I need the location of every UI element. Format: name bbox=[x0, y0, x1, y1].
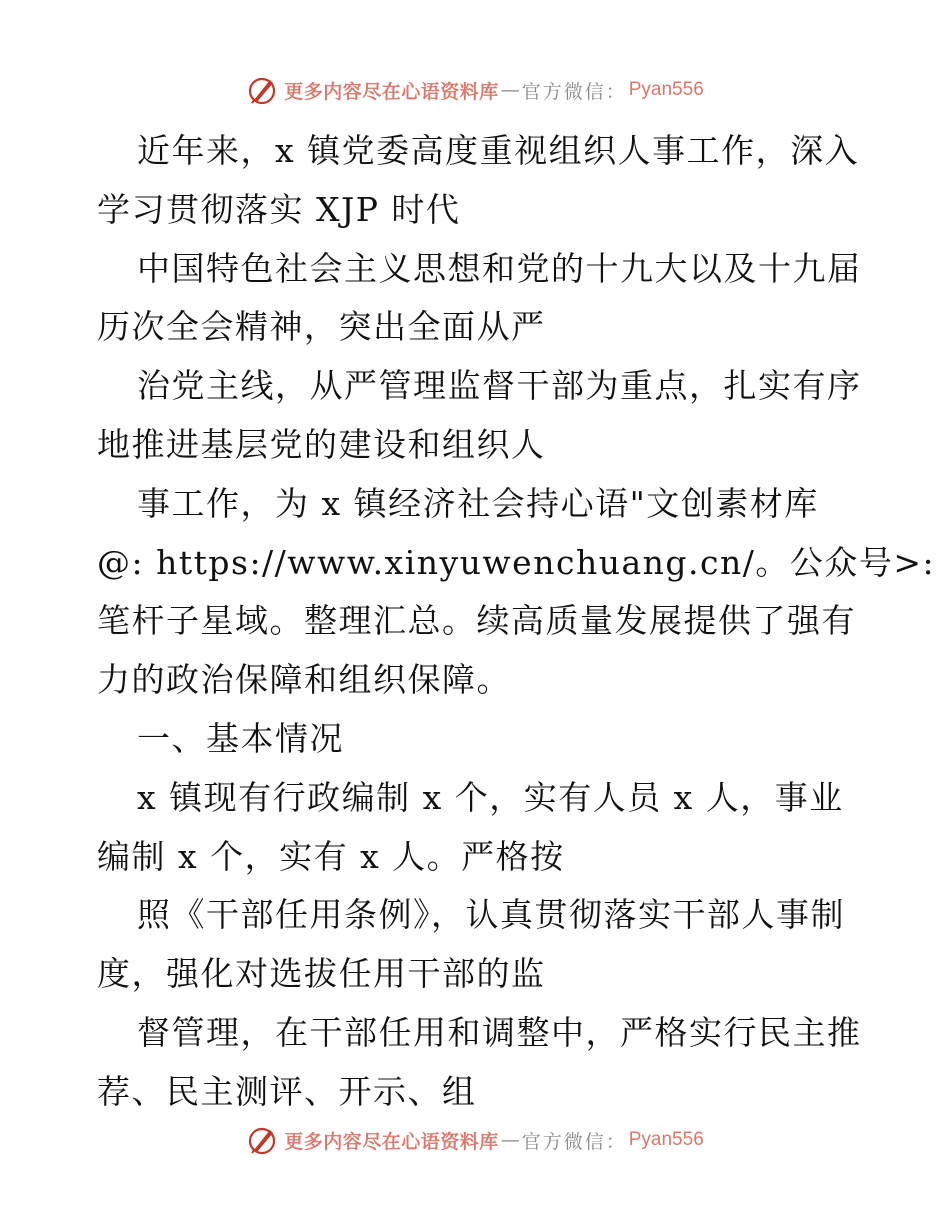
paragraph-line: 中国特色社会主义思想和党的十九大以及十九届 bbox=[137, 248, 862, 288]
paragraph-line: 编制 x 个，实有 x 人。严格按 bbox=[97, 836, 565, 876]
paragraph-line: 荐、民主测评、开示、组 bbox=[97, 1071, 477, 1111]
paragraph-line: 学习贯彻落实 XJP 时代 bbox=[97, 189, 461, 229]
banner-dash: — bbox=[500, 1129, 520, 1151]
banner-site-text: 更多内容尽在心语资料库 bbox=[284, 1130, 499, 1153]
section-heading: 一、基本情况 bbox=[137, 718, 344, 758]
paragraph-line: 力的政治保障和组织保障。 bbox=[97, 660, 511, 700]
header-watermark-banner bbox=[0, 70, 950, 110]
paragraph-line: x 镇现有行政编制 x 个，实有人员 x 人，事业 bbox=[137, 777, 844, 817]
footer-watermark-banner bbox=[0, 1120, 950, 1160]
paragraph-line: 历次全会精神，突出全面从严 bbox=[97, 307, 546, 347]
banner-dash: — bbox=[500, 79, 520, 101]
paragraph-line: 督管理，在干部任用和调整中，严格实行民主推 bbox=[137, 1012, 862, 1052]
banner-official-label: 官方微信： bbox=[521, 1130, 627, 1153]
paragraph-line: 治党主线，从严管理监督干部为重点，扎实有序 bbox=[137, 366, 862, 406]
paragraph-line: @: https://www.xinyuwenchuang.cn/。公众号>: bbox=[97, 542, 936, 582]
quill-pen-circle-logo bbox=[246, 1124, 278, 1156]
paragraph-line: 度，强化对选拔任用干部的监 bbox=[97, 954, 546, 994]
quill-pen-circle-logo bbox=[246, 74, 278, 106]
paragraph-line: 照《干部任用条例》，认真贯彻落实干部人事制 bbox=[137, 895, 845, 935]
banner-site-text: 更多内容尽在心语资料库 bbox=[284, 80, 499, 103]
banner-wechat-id: Pyan556 bbox=[628, 1129, 704, 1150]
paragraph-line: 近年来，x 镇党委高度重视组织人事工作，深入 bbox=[137, 131, 860, 170]
paragraph-line: 笔杆子星域。整理汇总。续高质量发展提供了强有 bbox=[97, 601, 856, 641]
paragraph-line: 地推进基层党的建设和组织人 bbox=[97, 424, 546, 464]
banner-official-label: 官方微信： bbox=[521, 80, 627, 103]
paragraph-line: 事工作，为 x 镇经济社会持心语"文创素材库 bbox=[137, 483, 819, 523]
document-body bbox=[97, 122, 936, 1122]
banner-wechat-id: Pyan556 bbox=[628, 79, 704, 100]
